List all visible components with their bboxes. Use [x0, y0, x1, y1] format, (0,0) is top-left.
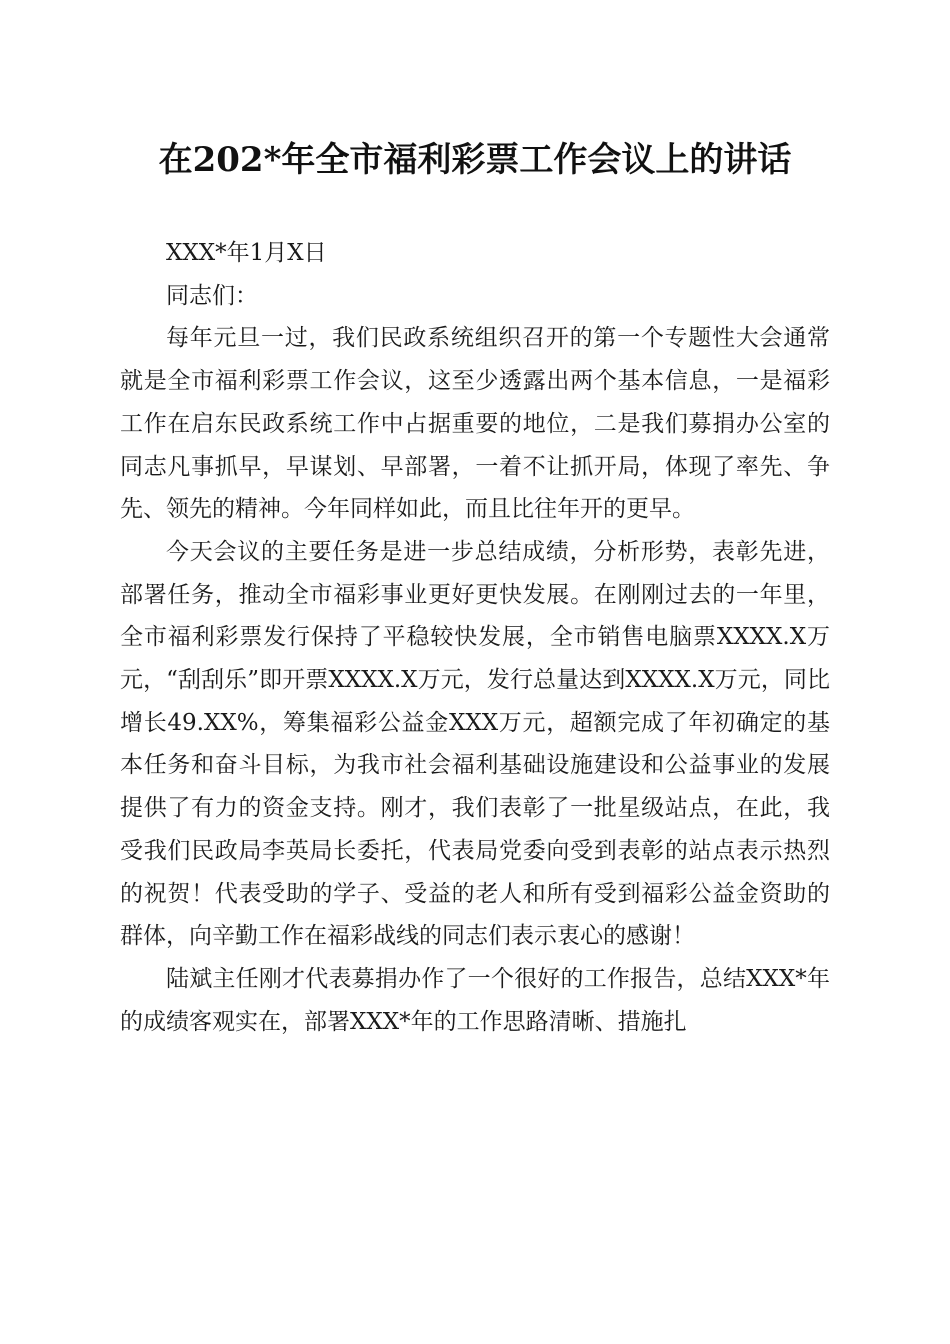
paragraph: 陆斌主任刚才代表募捐办作了一个很好的工作报告，总结XXX*年的成绩客观实在，部署XXX*年的工作思路清晰、措施扎	[120, 965, 830, 1035]
document-body	[120, 232, 830, 1043]
document-title: 在202*年全市福利彩票工作会议上的讲话	[158, 140, 792, 180]
salutation: 同志们：	[166, 282, 258, 309]
date-line: XXX*年1月X日	[166, 240, 327, 266]
paragraph: 今天会议的主要任务是进一步总结成绩，分析形势，表彰先进，部署任务，推动全市福彩事业更好更快发展。在刚刚过去的一年里，全市福利彩票发行保持了平稳较快发展，全市销售电脑票XXXX.X万元，“刮刮乐”即开票XXXX.X万元，发行总量达到XXXX.X万元，同比增长49.XX%，筹集福彩公益金XXX万元，超额完成了年初确定的基本任务和奋斗目标，为我市社会福利基础设施建设和公益事业的发展提供了有力的资金支持。刚才，我们表彰了一批星级站点，在此，我受我们民政局李英局长委托，代表局党委向受到表彰的站点表示热烈的祝贺！代表受助的学子、受益的老人和所有受到福彩公益金资助的群体，向辛勤工作在福彩战线的同志们表示衷心的感谢！	[120, 538, 830, 950]
paragraph: 每年元旦一过，我们民政系统组织召开的第一个专题性大会通常就是全市福利彩票工作会议，这至少透露出两个基本信息，一是福彩工作在启东民政系统工作中占据重要的地位，二是我们募捐办公室的同志凡事抓早，早谋划、早部署，一着不让抓开局，体现了率先、争先、领先的精神。今年同样如此，而且比往年开的更早。	[120, 325, 830, 523]
